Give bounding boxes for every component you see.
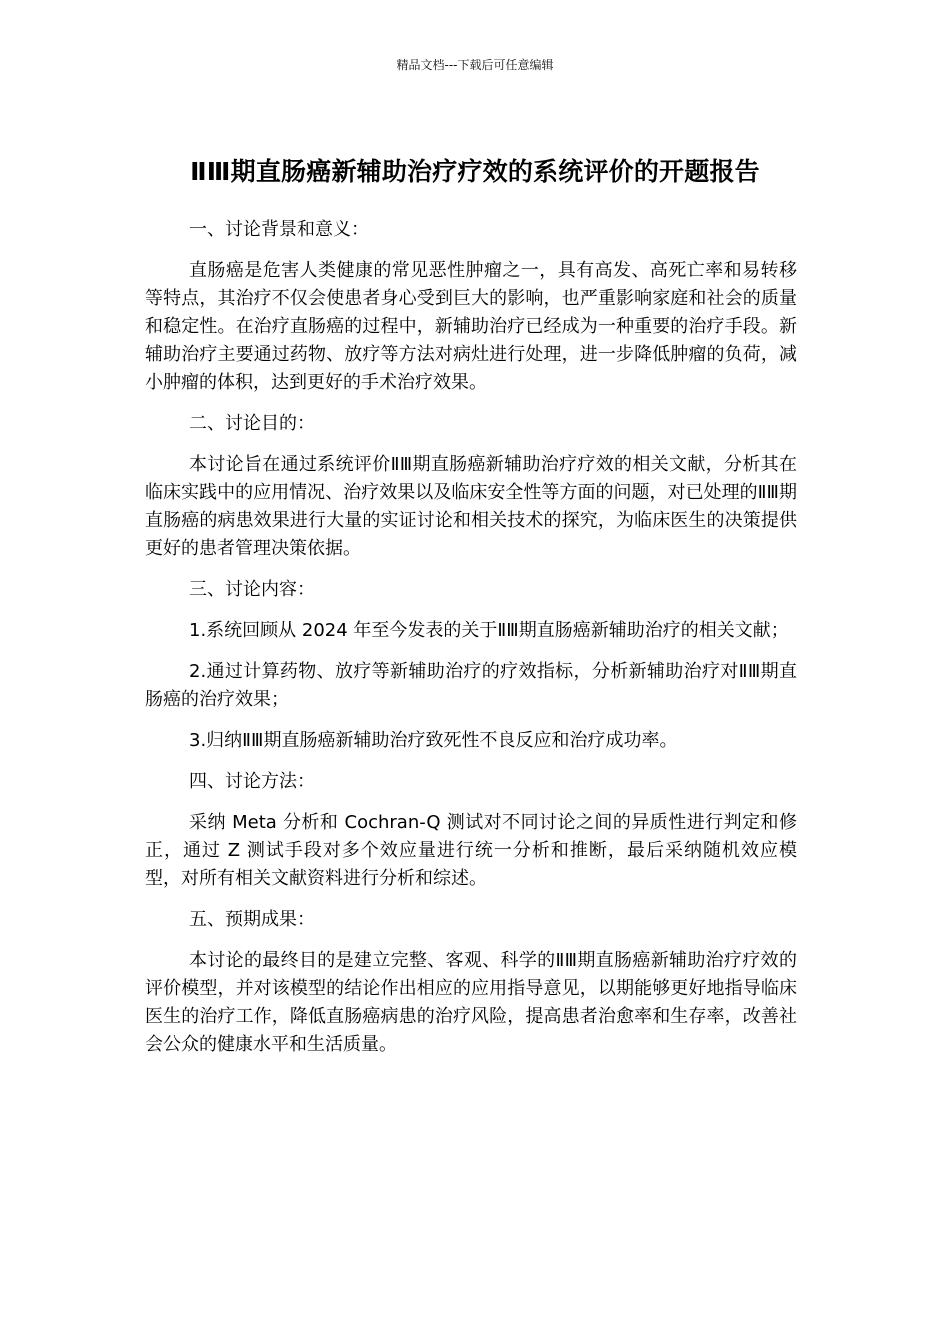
list-item-content-2: 2.通过计算药物、放疗等新辅助治疗的疗效指标，分析新辅助治疗对ⅡⅢ期直肠癌的治疗效果；: [145, 661, 797, 710]
section-heading-background: 一、讨论背景和意义：: [189, 219, 369, 240]
section-heading-outcome: 五、预期成果：: [189, 909, 315, 930]
paragraph-method: 采纳 Meta 分析和 Cochran-Q 测试对不同讨论之间的异质性进行判定和修正，通过 Z 测试手段对多个效应量进行统一分析和推断，最后采纳随机效应模型，对所有相关文献资料进行分析和综述。: [145, 812, 797, 889]
section-heading-content: 三、讨论内容：: [189, 579, 315, 600]
paragraph-outcome: 本讨论的最终目的是建立完整、客观、科学的ⅡⅢ期直肠癌新辅助治疗疗效的评价模型，并对该模型的结论作出相应的应用指导意见，以期能够更好地指导临床医生的治疗工作，降低直肠癌病患的治疗风险，提高患者治愈率和生存率，改善社会公众的健康水平和生活质量。: [145, 950, 797, 1055]
document-body: [145, 216, 797, 1072]
section-heading-purpose: 二、讨论目的：: [189, 413, 315, 434]
list-item-content-1: 1.系统回顾从 2024 年至今发表的关于ⅡⅢ期直肠癌新辅助治疗的相关文献；: [189, 620, 789, 641]
header-note: 精品文档---下载后可任意编辑: [396, 58, 554, 72]
section-heading-method: 四、讨论方法：: [189, 771, 315, 792]
list-item-content-3: 3.归纳ⅡⅢ期直肠癌新辅助治疗致死性不良反应和治疗成功率。: [189, 730, 678, 751]
paragraph-background: 直肠癌是危害人类健康的常见恶性肿瘤之一，具有高发、高死亡率和易转移等特点，其治疗不仅会使患者身心受到巨大的影响，也严重影响家庭和社会的质量和稳定性。在治疗直肠癌的过程中，新辅助治疗已经成为一种重要的治疗手段。新辅助治疗主要通过药物、放疗等方法对病灶进行处理，进一步降低肿瘤的负荷，减小肿瘤的体积，达到更好的手术治疗效果。: [145, 260, 797, 393]
document-title: ⅡⅢ期直肠癌新辅助治疗疗效的系统评价的开题报告: [190, 156, 760, 186]
paragraph-purpose: 本讨论旨在通过系统评价ⅡⅢ期直肠癌新辅助治疗疗效的相关文献，分析其在临床实践中的应用情况、治疗效果以及临床安全性等方面的问题，对已处理的ⅡⅢ期直肠癌的病患效果进行大量的实证讨论和相关技术的探究，为临床医生的决策提供更好的患者管理决策依据。: [145, 454, 797, 559]
